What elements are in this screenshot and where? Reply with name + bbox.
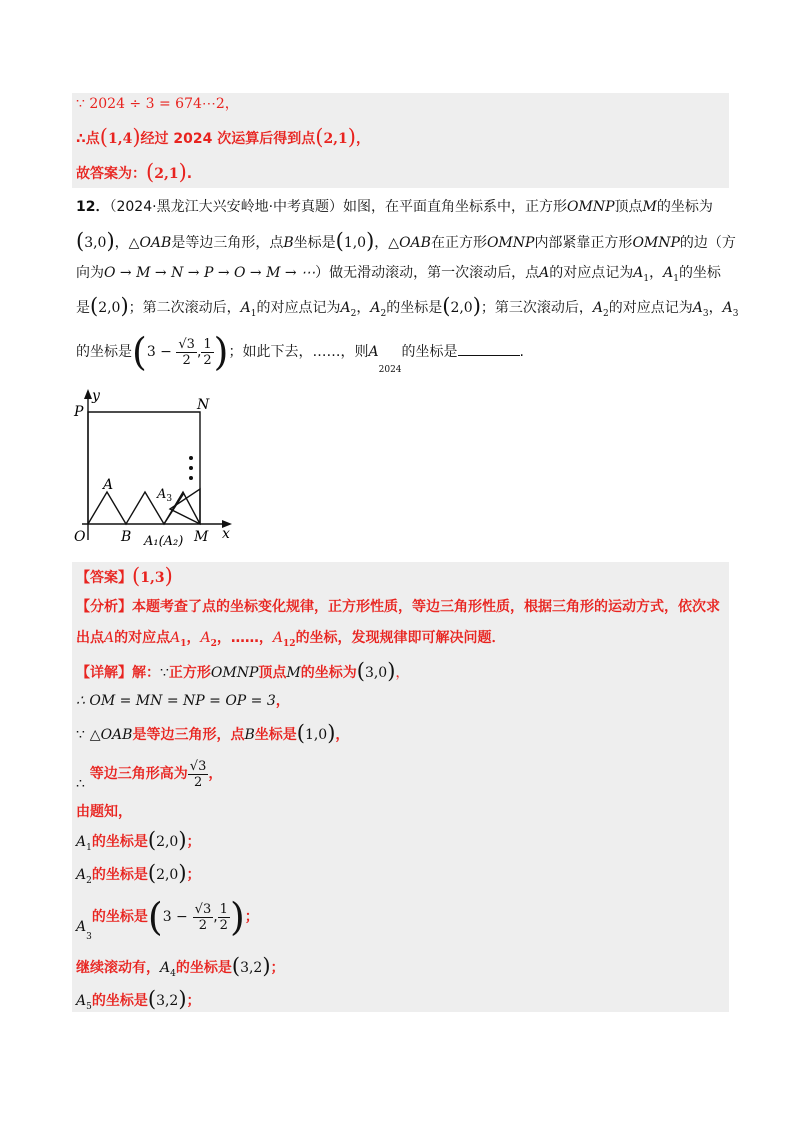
label-o: O (74, 529, 86, 545)
geometry-diagram (70, 385, 245, 555)
result-a1: $A_1$的坐标是(2,0)； (76, 828, 201, 853)
point-origin: 1,4 (107, 131, 133, 147)
question-number: 12． (76, 199, 110, 215)
answer-label: 【答案】 (76, 570, 132, 586)
top-answer: 2,1 (154, 166, 179, 182)
question-line-5: 的坐标是(3 − $\frac{√3}{2}$ , $\frac{1}{2}$ )；如此下去，……，则$A_{2024}$的坐标是 . (76, 330, 524, 375)
detail-line-1: 【详解】解：∵正方形OMNP顶点M的坐标为(3,0)， (76, 659, 410, 683)
detail-line-2: ∴ OM = MN = NP = OP = 3， (76, 693, 290, 709)
label-a1-a2: A₁(A₂) (144, 534, 184, 549)
answer-blank (458, 343, 520, 356)
fraction-sqrt3-over-2: $\frac{√3}{2}$ (194, 901, 212, 933)
point-result: 2,1 (323, 131, 348, 147)
question-line-1: 12．（2024·黑龙江大兴安岭地·中考真题）如图，在平面直角坐标系中，正方形OMNP顶点M的坐标为 (76, 199, 713, 215)
fraction-1-over-2: $\frac{1}{2}$ (219, 901, 228, 933)
result-a5: $A_5$的坐标是(3,2)； (76, 987, 201, 1012)
square-omnp (88, 412, 200, 524)
result-a4: 继续滚动有，$A_4$的坐标是(3,2)； (76, 954, 285, 979)
fraction-sqrt3-over-2: $\frac{√3}{2}$ (178, 336, 195, 368)
label-a: A (103, 477, 114, 493)
top-line-2: ∴点(1,4)经过 2024 次运算后得到点(2,1)， (76, 125, 370, 149)
question-line-4: 是(2,0)；第二次滚动后，$A_1$的对应点记为$A_2$，$A_2$的坐标是(2,0)；第三次滚动后，$A_2$的对应点记为$A_3$，$A_3$ (76, 294, 739, 319)
ellipsis-dot (189, 456, 193, 460)
label-p: P (74, 404, 84, 420)
label-y: y (92, 388, 100, 404)
label-a3: $A_3$ (157, 487, 173, 504)
detail-line-3: ∵ △OAB是等边三角形，点B坐标是(1,0)， (76, 721, 350, 745)
label-m: M (194, 529, 209, 545)
answer-value: 1,3 (140, 570, 165, 586)
detail-label: 【详解】 (76, 665, 132, 681)
fraction-1-over-2: $\frac{1}{2}$ (203, 336, 212, 368)
rolling-path-zigzag (88, 492, 200, 524)
question-line-3: 向为O → M → N → P → O → M → ⋯）做无滑动滚动，第一次滚动后，点A的对应点记为$A_1$，$A_1$的坐标 (76, 265, 721, 284)
analysis-label: 【分析】 (76, 599, 132, 615)
question-source: （2024·黑龙江大兴安岭地·中考真题） (109, 199, 344, 215)
result-a3: $A_3$的坐标是(3 − $\frac{√3}{2}$ , $\frac{1}{2}$ )； (76, 895, 259, 942)
analysis-line-1: 【分析】本题考查了点的坐标变化规律，正方形性质，等边三角形性质，根据三角形的运动方式，依次求 (76, 599, 720, 615)
label-n: N (197, 397, 210, 413)
top-line-3: 故答案为：(2,1). (76, 160, 193, 184)
y-axis-arrow (84, 389, 92, 399)
detail-line-4: ∴ 等边三角形高为 $\frac{√3}{2}$ ， (76, 758, 223, 792)
analysis-line-2: 出点A的对应点$A_1$，$A_2$，……，$A_{12}$的坐标，发现规律即可解决问题． (76, 630, 506, 649)
label-b: B (121, 529, 132, 545)
rolling-path: O → M → N → P → O → M → ⋯ (104, 265, 316, 281)
ellipsis-dot (189, 466, 193, 470)
top-calc: ∵ 2024 ÷ 3 = 674⋯2 (76, 96, 225, 112)
result-a2: $A_2$的坐标是(2,0)； (76, 861, 201, 886)
detail-line-5: 由题知， (76, 804, 132, 820)
top-line-1: ∵ 2024 ÷ 3 = 674⋯2， (76, 96, 239, 112)
label-x: x (222, 526, 230, 542)
answer-line: 【答案】(1,3) (76, 564, 173, 588)
question-line-2: (3,0)，△OAB是等边三角形，点B坐标是(1,0)，△OAB在正方形OMNP内部紧靠正方形OMNP的边（方 (76, 229, 736, 253)
ellipsis-dot (189, 476, 193, 480)
fraction-height: $\frac{√3}{2}$ (189, 758, 207, 790)
